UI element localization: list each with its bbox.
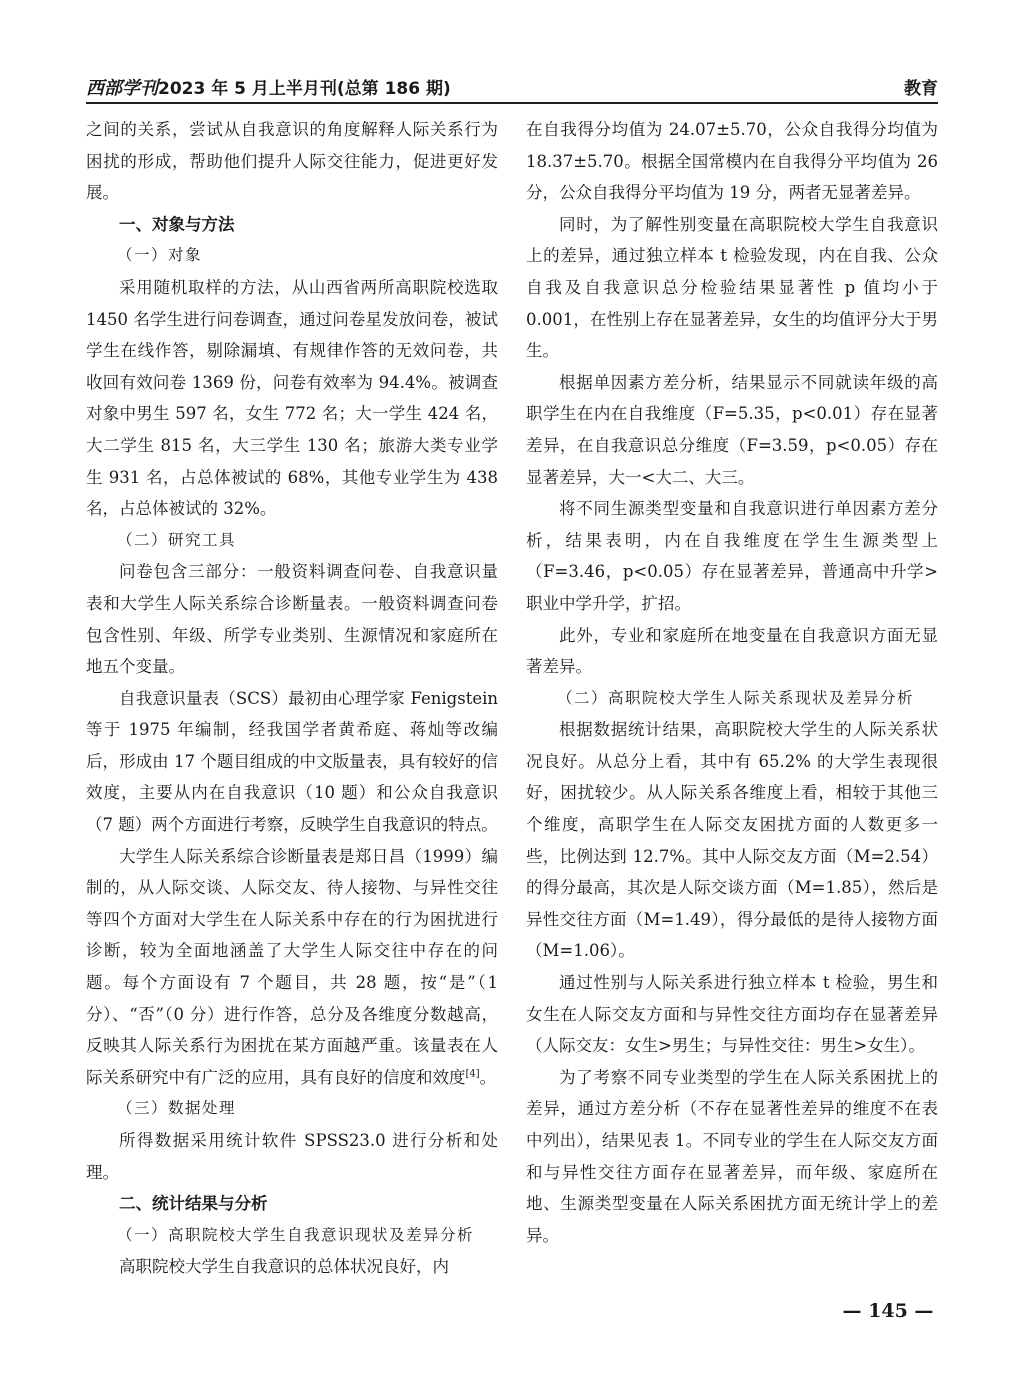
running-header [86, 70, 938, 104]
right-column [526, 114, 938, 1294]
paragraph-text: 采用随机取样的方法，从山西省两所高职院校选取 1450 名学生进行问卷调查，通过问卷星发放问卷，被试学生在线作答，剔除漏填、有规律作答的无效问卷，共收回有效问卷 1369 份，问卷有效率为 94.4%。被调查对象中男生 597 名，女生 772 名；大一学生 424 名，大二学生 815 名，大三学生 130 名；旅游大类专业学生 931 名，占总体被试的 68%，其他专业学生为 438 名，占总体被试的 32%。 [86, 277, 498, 519]
subsection-heading [526, 683, 938, 715]
body-paragraph [86, 272, 498, 525]
body-paragraph [526, 367, 938, 493]
paragraph-text: 问卷包含三部分：一般资料调查问卷、自我意识量表和大学生人际关系综合诊断量表。一般资料调查问卷包含性别、年级、所学专业类别、生源情况和家庭所在地五个变量。 [86, 562, 498, 677]
paragraph-text: 二、统计结果与分析 [119, 1194, 268, 1214]
section-heading [86, 209, 498, 241]
body-paragraph [86, 1251, 498, 1283]
paragraph-text: 大学生人际关系综合诊断量表是郑日昌（1999）编制的，从人际交谈、人际交友、待人接物、与异性交往等四个方面对大学生在人际关系中存在的行为困扰进行诊断，较为全面地涵盖了大学生人际交往中存在的问题。每个方面设有 7 个题目，共 28 题，按“是”（1 分）、“否”（0 分）进行作答，总分及各维度分数越高，反映其人际关系行为困扰在某方面越严重。该量表在人际关系研究中有广泛的应用，具有良好的信度和效度 [86, 846, 498, 1087]
body-paragraph [526, 967, 938, 1062]
body-paragraph [526, 1062, 938, 1252]
body-paragraph [526, 714, 938, 967]
body-paragraph [86, 683, 498, 841]
paragraph-text: 通过性别与人际关系进行独立样本 t 检验，男生和女生在人际交友方面和与异性交往方面均存在显著差异（人际交友：女生>男生；与异性交往：男生>女生）。 [526, 973, 938, 1056]
paragraph-text: 同时，为了解性别变量在高职院校大学生自我意识上的差异，通过独立样本 t 检验发现，内在自我、公众自我及自我意识总分检验结果显著性 p 值均小于 0.001，在性别上存在显著差异，女生的均值评分大于男生。 [526, 214, 938, 361]
body-paragraph [526, 493, 938, 619]
paragraph-text: 此外，专业和家庭所在地变量在自我意识方面无显著差异。 [526, 625, 938, 677]
paragraph-text: 根据数据统计结果，高职院校大学生的人际关系状况良好。从总分上看，其中有 65.2% 的大学生表现很好，困扰较少。从人际关系各维度上看，相较于其他三个维度，高职学生在人际交友困扰方面的人数更多一些，比例达到 12.7%。其中人际交友方面（M=2.54）的得分最高，其次是人际交谈方面（M=1.85），然后是异性交往方面（M=1.49），得分最低的是待人接物方面（M=1.06）。 [526, 720, 938, 961]
paragraph-text: （二）研究工具 [117, 530, 237, 549]
paragraph-text: （一）对象 [117, 246, 203, 265]
body-paragraph [86, 1125, 498, 1188]
paragraph-text: 自我意识量表（SCS）最初由心理学家 Fenigstein 等于 1975 年编制，经我国学者黄希庭、蒋灿等改编后，形成由 17 个题目组成的中文版量表，具有较好的信效度，主要从内在自我意识（10 题）和公众自我意识（7 题）两个方面进行考察，反映学生自我意识的特点。 [86, 688, 498, 835]
paragraph-text: 所得数据采用统计软件 SPSS23.0 进行分析和处理。 [86, 1131, 498, 1182]
paragraph-text: 根据单因素方差分析，结果显示不同就读年级的高职学生在内在自我维度（F=5.35，p<0.01）存在显著差异，在自我意识总分维度（F=3.59，p<0.05）存在显著差异，大一<大二、大三。 [526, 372, 938, 487]
body-paragraph [526, 209, 938, 367]
paragraph-text: 将不同生源类型变量和自我意识进行单因素方差分析，结果表明，内在自我维度在学生生源类型上（F=3.46，p<0.05）存在显著差异，普通高中升学>职业中学升学，扩招。 [526, 499, 938, 613]
paragraph-text: （二）高职院校大学生人际关系现状及差异分析 [557, 688, 915, 707]
paragraph-text: （三）数据处理 [117, 1099, 237, 1118]
body-paragraph [86, 114, 498, 209]
paragraph-text: 高职院校大学生自我意识的总体状况良好，内 [119, 1257, 449, 1277]
issue-info: 2023 年 5 月上半月刊(总第 186 期) [158, 79, 451, 99]
body-paragraph [86, 556, 498, 682]
paragraph-text: 在自我得分均值为 24.07±5.70，公众自我得分均值为 18.37±5.70。根据全国常模内在自我得分平均值为 26 分，公众自我得分平均值为 19 分，两者无显著差异。 [526, 120, 938, 203]
subsection-heading [86, 240, 498, 272]
left-column [86, 114, 498, 1294]
paragraph-text: 之间的关系，尝试从自我意识的角度解释人际关系行为困扰的形成，帮助他们提升人际交往能力，促进更好发展。 [86, 120, 498, 203]
paragraph-text: 为了考察不同专业类型的学生在人际关系困扰上的差异，通过方差分析（不存在显著性差异的维度不在表中列出），结果见表 1。不同专业的学生在人际交友方面和与异性交往方面存在显著差异，而年级、家庭所在地、生源类型变量在人际关系困扰方面无统计学上的差异。 [526, 1067, 938, 1245]
body-paragraph [526, 114, 938, 209]
header-journal-issue [86, 74, 451, 100]
paragraph-tail: 。 [479, 1067, 497, 1087]
page-number: — 145 — [842, 1300, 934, 1322]
paragraph-text: （一）高职院校大学生自我意识现状及差异分析 [117, 1225, 475, 1244]
section-heading [86, 1188, 498, 1220]
subsection-heading [86, 525, 498, 557]
subsection-heading [86, 1093, 498, 1125]
journal-name: 西部学刊 [86, 78, 158, 99]
body-paragraph [86, 841, 498, 1094]
paragraph-text: 一、对象与方法 [119, 214, 235, 234]
section-label: 教育 [904, 79, 938, 99]
citation-marker: [4] [465, 1068, 480, 1080]
subsection-heading [86, 1220, 498, 1252]
body-paragraph [526, 620, 938, 683]
